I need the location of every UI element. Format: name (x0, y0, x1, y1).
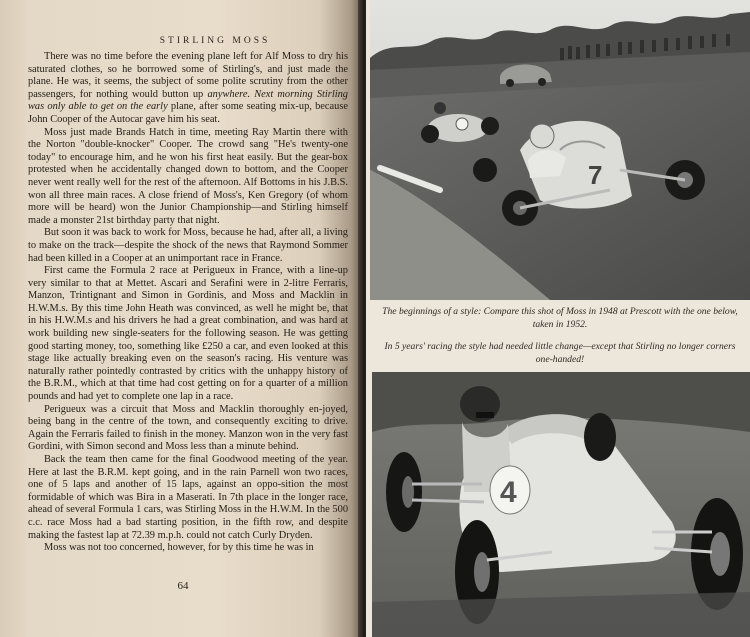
photo-caption-2: In 5 years' racing the style had needed little change—except that Stirling no longer corners one-handed! (384, 341, 736, 365)
left-page (0, 0, 362, 637)
paragraph: But soon it was back to work for Moss, because he had, after all, a living to make on the track—despite the shock of the news that Raymond Sommer had been killed in a Cooper at an unimportant race in France. (28, 227, 348, 264)
paragraph: Moss just made Brands Hatch in time, meeting Ray Martin there with the Norton "double-knocker" Cooper. The crowd sang "He's twenty-one today" to encourage him, and he won his first heat easily. But the gear-box protested when he accidentally changed down to bottom, and the Cooper never went really well for the rest of the afternoon. Alf Bottoms in his J.B.S. won all three main races. A close friend of Moss's, Ken Gregory (of whom more will be heard) won the Junior Championship—and Stirling himself made a monster 21st birthday party that night. (28, 126, 348, 226)
photo-caption-1: The beginnings of a style: Compare this shot of Moss in 1948 at Prescott with the one below, taken in 1952. (382, 306, 738, 330)
car-number: 7 (588, 160, 603, 190)
paragraph: Moss was not too concerned, however, for by this time he was in (44, 542, 314, 554)
page-number: 64 (177, 580, 189, 592)
body-text (28, 51, 348, 555)
car-number: 4 (500, 476, 517, 509)
paragraph: Back the team then came for the final Goodwood meeting of the year. Here at last the B.R.M. kept going, and in the rain Parnell won two races, one of 5 laps and another of 15 laps, against an oppo-sition the most formidable of which was Bira in a Maserati. In 7th place in the longer race, ahead of several Formula 1 cars, was Stirling Moss in the H.W.M. In the 500 c.c. race Moss had a bad starting position, in the fifth row, and despite making the fastest lap at 72.39 m.p.h. could not catch Curly Dryden. (28, 454, 349, 541)
running-head: STIRLING MOSS (159, 36, 271, 46)
paragraph: Perigueux was a circuit that Moss and Macklin thoroughly en-joyed, being bang in the centre of the town, and consequently exciting to drive. Again the Ferraris failed to finish in the money. Manzon won in the very fast Gordini, with Simon second and Moss less than a minute behind. (28, 403, 348, 453)
right-page (366, 0, 750, 637)
photo-prescott-1948 (370, 0, 750, 300)
paragraph: There was no time before the evening plane left for Alf Moss to dry his saturated clothes, so he borrowed some of Stirling's, and just made the plane. He was, it seems, the subject of some polite scrutiny from the other passengers, for nothing would button up anywhere. Next morning Stirling was only able to get on the early plane, after some seating mix-up, because John Cooper of the Autocar gave him his seat. (28, 51, 348, 125)
photo-1952 (372, 372, 750, 637)
paragraph: First came the Formula 2 race at Perigueux in France, with a line-up very similar to that at Mettet. Ascari and Serafini were in 2-litre Ferraris, Manzon, Trintignant and Simon in Gordinis, and Moss and Macklin in H.W.M.s. By this time John Heath was convinced, as well he might be, that in his H.W.M.s and his drivers he had a great combination, and was hard at work building new single-seaters for the following season. He was getting good starting money, too, something like £250 a car, and even looked at this stage like actually breaking even on the season's racing. His venture was naturally rather pointedly contrasted by critics with the unhappy history of the B.R.M., which at that time had cost getting on for a quarter of a million pounds and had yet to complete one lap in a race. (28, 265, 349, 403)
